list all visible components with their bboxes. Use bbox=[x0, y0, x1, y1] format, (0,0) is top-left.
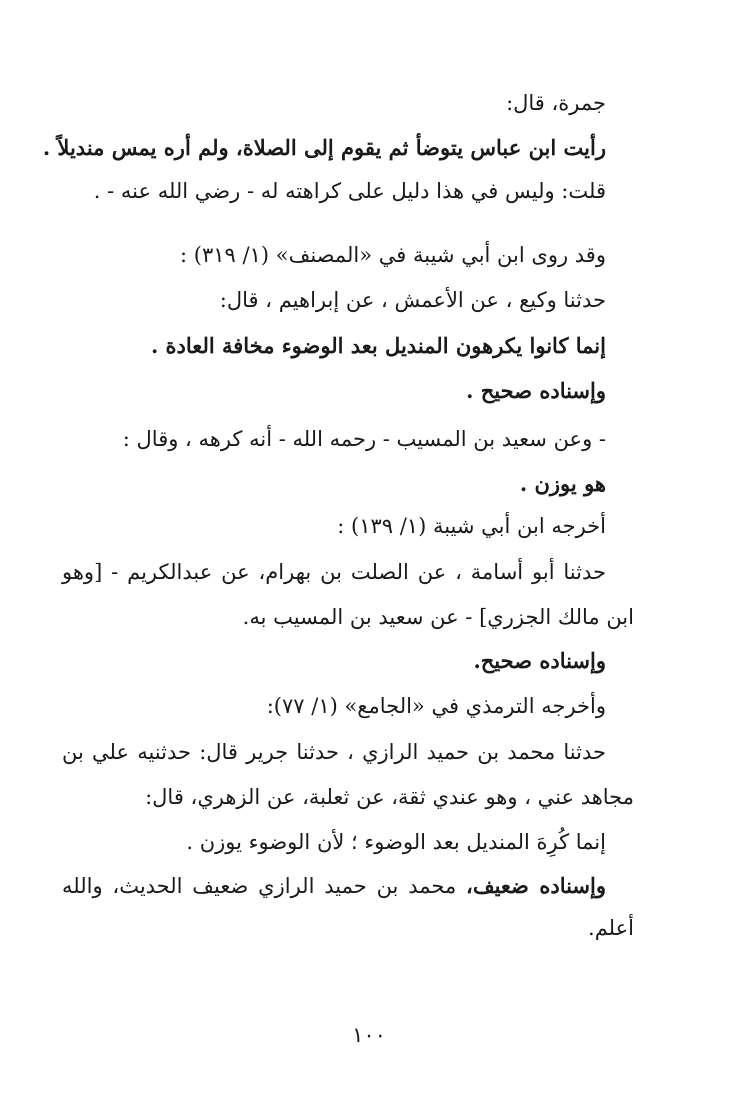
text-line-14: وأخرجه الترمذي في «الجامع» (١/ ٧٧): bbox=[266, 694, 606, 718]
text-line-4: وقد روى ابن أبي شيبة في «المصنف» (١/ ٣١٩) : bbox=[180, 243, 606, 267]
text-line-11: حدثنا أبو أسامة ، عن الصلت بن بهرام، عن عبدالكريم - [وهو bbox=[62, 560, 606, 584]
text-line-3: قلت: وليس في هذا دليل على كراهته له - رضي الله عنه - . bbox=[93, 179, 606, 203]
text-line-6: إنما كانوا يكرهون المنديل بعد الوضوء مخافة العادة . bbox=[150, 333, 606, 358]
text-line-9: هو يوزن . bbox=[519, 471, 606, 496]
text-line-8: - وعن سعيد بن المسيب - رحمه الله - أنه كرهه ، وقال : bbox=[122, 427, 606, 451]
text-line-2: رأيت ابن عباس يتوضأ ثم يقوم إلى الصلاة، ولم أره يمس منديلاً . bbox=[42, 135, 606, 160]
text-line-17: إنما كُرِهَ المنديل بعد الوضوء ؛ لأن الوضوء يوزن . bbox=[186, 830, 606, 854]
text-line-15: حدثنا محمد بن حميد الرازي ، حدثنا جرير قال: حدثنيه علي بن bbox=[62, 740, 606, 764]
text-line-10: أخرجه ابن أبي شيبة (١/ ١٣٩) : bbox=[337, 514, 606, 538]
text-line-7: وإسناده صحيح . bbox=[466, 378, 606, 403]
text-line-16: مجاهد عني ، وهو عندي ثقة، عن ثعلبة، عن الزهري، قال: bbox=[145, 785, 634, 809]
text-line-18-bold: وإسناده ضعيف، bbox=[466, 873, 606, 898]
text-line-1: جمرة، قال: bbox=[506, 91, 606, 115]
page-number: ١٠٠ bbox=[352, 1023, 386, 1047]
text-line-5: حدثنا وكيع ، عن الأعمش ، عن إبراهيم ، قال: bbox=[219, 288, 606, 312]
text-line-18-rest: محمد بن حميد الرازي ضعيف الحديث، والله bbox=[62, 874, 467, 898]
text-line-18 bbox=[0, 871, 738, 901]
text-line-19: أعلم. bbox=[588, 916, 634, 940]
text-line-13: وإسناده صحيح. bbox=[473, 648, 606, 673]
text-line-12: ابن مالك الجزري] - عن سعيد بن المسيب به. bbox=[242, 605, 634, 629]
